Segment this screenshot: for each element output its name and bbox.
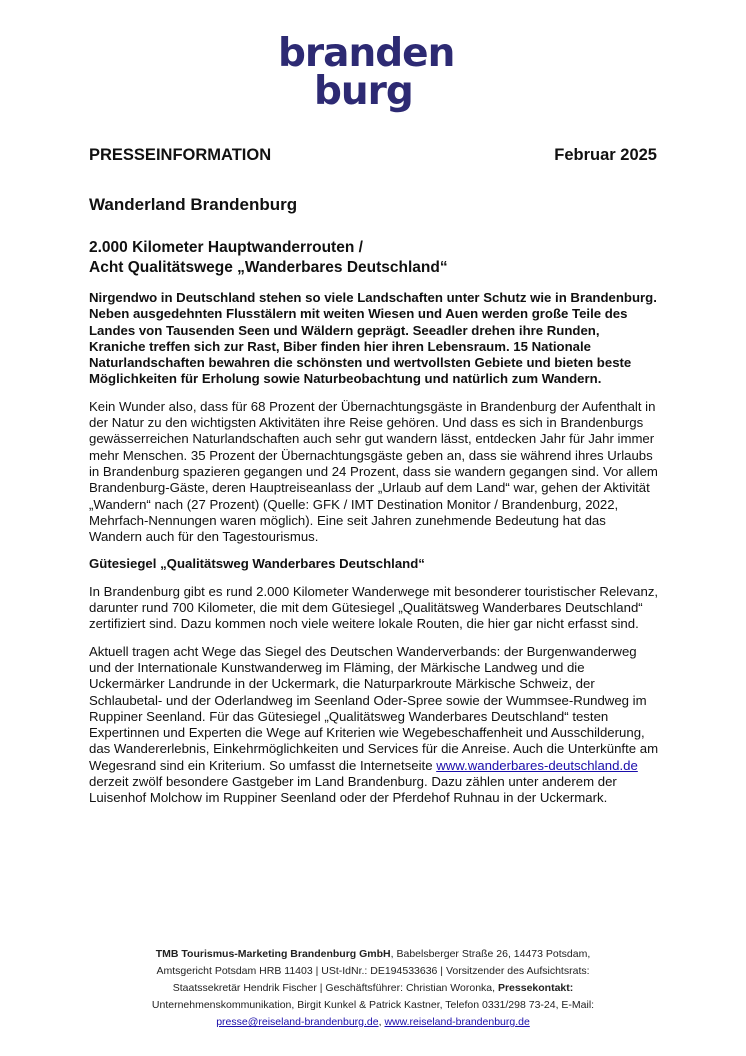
footer-company: TMB Tourismus-Marketing Brandenburg GmbH — [155, 948, 391, 960]
footer-press-contact: Pressekontakt: — [497, 982, 574, 994]
footer — [60, 946, 686, 1031]
footer-separator: , — [378, 1016, 385, 1028]
doc-date: Februar 2025 — [554, 146, 657, 164]
footer-line-5 — [60, 1014, 686, 1031]
logo-line-2: burg — [314, 69, 413, 114]
logo-line-1: branden — [278, 31, 455, 76]
brandenburg-logo — [278, 30, 468, 116]
wanderbares-deutschland-link[interactable]: www.wanderbares-deutschland.de — [436, 757, 638, 773]
subtitle-line-1: 2.000 Kilometer Hauptwanderrouten / — [89, 239, 363, 256]
doc-type-label: PRESSEINFORMATION — [89, 146, 272, 164]
footer-management: Staatssekretär Hendrik Fischer | Geschäftsführer: Christian Woronka, — [172, 982, 498, 994]
section-heading: Gütesiegel „Qualitätsweg Wanderbares Deutschland“ — [89, 556, 425, 572]
footer-address: , Babelsberger Straße 26, 14473 Potsdam, — [390, 948, 591, 960]
footer-line-2: Amtsgericht Potsdam HRB 11403 | USt-IdNr.: DE194533636 | Vorsitzender des Aufsichtsrats: — [156, 965, 590, 977]
paragraph-1: Kein Wunder also, dass für 68 Prozent der Übernachtungsgäste in Brandenburg der Aufenthalt in der Natur zu den wichtigsten Aktivitäten ihre Reise gehören. Und dass es sich in Brandenburgs gewässerreichen Naturlandschaften auch sehr gut wandern lässt, entdecken Jahr für Jahr immer mehr Menschen. 35 Prozent der Übernachtungsgäste geben an, dass sie während ihres Urlaubs in Brandenburg spazieren gegangen und 24 Prozent, dass sie wandern gegangen sind. Vor allem Brandenburg-Gäste, deren Hauptreiseanlass der „Urlaub auf dem Land“ war, gehen der Aktivität „Wandern“ nach (27 Prozent) (Quelle: GFK / IMT Destination Monitor / Brandenburg, 2022, Mehrfach-Nennungen waren möglich). Eine seit Jahren zunehmende Bedeutung hat das Wandern auch für den Tagestourismus. — [89, 398, 658, 545]
subtitle-line-2: Acht Qualitätswege „Wanderbares Deutschland“ — [89, 259, 448, 276]
footer-line-1 — [60, 946, 686, 963]
paragraph-2: In Brandenburg gibt es rund 2.000 Kilometer Wanderwege mit besonderer touristischer Relevanz, darunter rund 700 Kilometer, die mit dem Gütesiegel „Qualitätsweg Wanderbares Deutschland“ zertifiziert sind. Dazu kommen noch viele weitere lokale Routen, die hier gar nicht erfasst sind. — [89, 583, 659, 632]
paragraph-3 — [89, 644, 659, 807]
website-link[interactable]: www.reiseland-brandenburg.de — [384, 1016, 530, 1028]
subtitle — [89, 238, 649, 278]
footer-line-4: Unternehmenskommunikation, Birgit Kunkel & Patrick Kastner, Telefon 0331/298 73-24, E-Mail: — [151, 999, 595, 1011]
article-body — [89, 290, 659, 818]
document-header — [89, 146, 657, 166]
press-email-link[interactable]: presse@reiseland-brandenburg.de — [216, 1016, 379, 1028]
lead-paragraph: Nirgendwo in Deutschland stehen so viele Landschaften unter Schutz wie in Brandenburg. Neben ausgedehnten Flusstälern mit weiten Wiesen und Auen werden große Teile des Landes von Tausenden Seen und Wäldern geprägt. Seeadler drehen ihre Runden, Kraniche treffen sich zur Rast, Biber finden hier ihren Lebensraum. 15 Nationale Naturlandschaften bewahren die schönsten und wertvollsten Gebiete und bieten beste Möglichkeiten für Erholung sowie Naturbeobachtung und natürlich zum Wandern. — [89, 290, 657, 387]
paragraph-3-text-a: Aktuell tragen acht Wege das Siegel des Deutschen Wanderverbands: der Burgenwanderweg und der Internationale Kunstwanderweg im Fläming, der Märkische Landweg und die Uckermärker Landrunde in der Uckermark, die Naturparkroute Märkische Schweiz, der Schlaubetal- und der Oderlandweg im Seenland Oder-Spree sowie der Wummsee-Rundweg im Ruppiner Seenland. Für das Gütesiegel „Qualitätsweg Wanderbares Deutschland“ testen Expertinnen und Experten die Wege auf Kriterien wie Wegebeschaffenheit und Ausschilderung, das Wandererlebnis, Einkehrmöglichkeiten und Services für die Anreise. Auch die Unterkünfte am Wegesrand sind ein Kriterium. So umfasst die Internetseite — [89, 643, 659, 773]
page-title: Wanderland Brandenburg — [89, 195, 298, 214]
paragraph-3-text-b: derzeit zwölf besondere Gastgeber im Land Brandenburg. Dazu zählen unter anderem der Luisenhof Molchow im Ruppiner Seenland oder der Pferdehof Ruhnau in der Uckermark. — [89, 774, 617, 806]
footer-line-3 — [60, 980, 686, 997]
